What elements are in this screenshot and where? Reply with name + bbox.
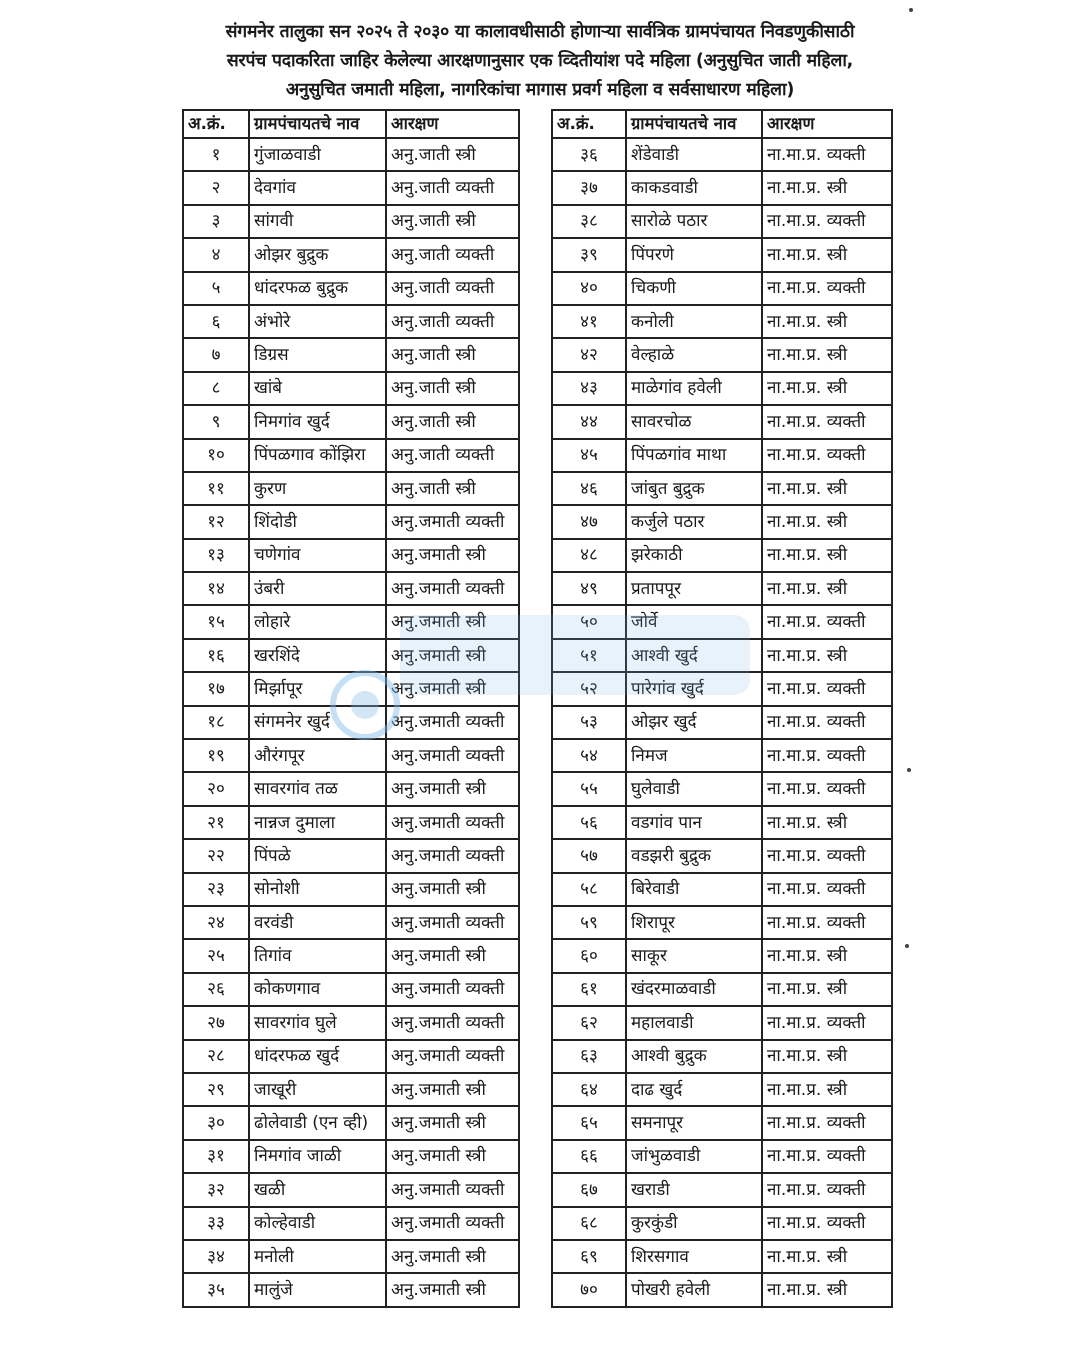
table-row <box>183 973 519 1006</box>
table-row <box>183 405 519 438</box>
row-number: ४९ <box>552 572 626 605</box>
grampanchayat-name: घुलेवाडी <box>626 772 762 805</box>
column-header-name: ग्रामपंचायतचे नाव <box>626 110 762 138</box>
reservation-category: ना.मा.प्र. स्त्री <box>762 1273 892 1306</box>
reservation-category: अनु.जाती स्त्री <box>386 205 519 238</box>
grampanchayat-name: काकडवाडी <box>626 171 762 204</box>
grampanchayat-name: शेंडेवाडी <box>626 138 762 171</box>
table-row <box>552 806 892 839</box>
grampanchayat-name: माळेगांव हवेली <box>626 372 762 405</box>
row-number: ६० <box>552 939 626 972</box>
grampanchayat-name: ढोलेवाडी (एन व्ही) <box>249 1106 386 1139</box>
reservation-category: अनु.जमाती व्यक्ती <box>386 572 519 605</box>
column-header-reservation: आरक्षण <box>386 110 519 138</box>
row-number: ९ <box>183 405 249 438</box>
row-number: ४० <box>552 272 626 305</box>
grampanchayat-name: पिंपळे <box>249 839 386 872</box>
table-header-row <box>552 110 892 138</box>
grampanchayat-name: दाढ खुर्द <box>626 1073 762 1106</box>
document-heading <box>150 18 930 105</box>
table-row <box>552 973 892 1006</box>
reservation-category: ना.मा.प्र. व्यक्ती <box>762 739 892 772</box>
row-number: १९ <box>183 739 249 772</box>
column-header-no: अ.क्रं. <box>552 110 626 138</box>
table-row <box>183 1040 519 1073</box>
row-number: ५३ <box>552 706 626 739</box>
grampanchayat-name: सांगवी <box>249 205 386 238</box>
row-number: ५१ <box>552 639 626 672</box>
grampanchayat-name: जांभुळवाडी <box>626 1140 762 1173</box>
reservation-category: अनु.जमाती स्त्री <box>386 605 519 638</box>
reservation-category: ना.मा.प्र. स्त्री <box>762 1073 892 1106</box>
table-row <box>552 272 892 305</box>
grampanchayat-name: वडगांव पान <box>626 806 762 839</box>
reservation-category: ना.मा.प्र. व्यक्ती <box>762 1207 892 1240</box>
grampanchayat-name: देवगांव <box>249 171 386 204</box>
reservation-category: ना.मा.प्र. व्यक्ती <box>762 205 892 238</box>
reservation-category: अनु.जमाती स्त्री <box>386 939 519 972</box>
grampanchayat-name: खांबे <box>249 372 386 405</box>
reservation-category: ना.मा.प्र. स्त्री <box>762 639 892 672</box>
grampanchayat-name: महालवाडी <box>626 1006 762 1039</box>
row-number: २२ <box>183 839 249 872</box>
row-number: १३ <box>183 539 249 572</box>
row-number: ८ <box>183 372 249 405</box>
row-number: ३ <box>183 205 249 238</box>
row-number: ६१ <box>552 973 626 1006</box>
row-number: २ <box>183 171 249 204</box>
table-row <box>183 806 519 839</box>
table-row <box>183 672 519 705</box>
reservation-category: ना.मा.प्र. व्यक्ती <box>762 1173 892 1206</box>
grampanchayat-name: साकूर <box>626 939 762 972</box>
table-row <box>183 572 519 605</box>
table-row <box>183 1140 519 1173</box>
reservation-category: ना.मा.प्र. स्त्री <box>762 572 892 605</box>
reservation-table-right <box>551 109 893 1308</box>
reservation-category: ना.मा.प्र. व्यक्ती <box>762 439 892 472</box>
row-number: ४२ <box>552 338 626 371</box>
grampanchayat-name: शिंदोडी <box>249 505 386 538</box>
reservation-category: अनु.जमाती व्यक्ती <box>386 806 519 839</box>
row-number: १७ <box>183 672 249 705</box>
row-number: ७० <box>552 1273 626 1306</box>
table-row <box>552 572 892 605</box>
row-number: ३३ <box>183 1207 249 1240</box>
table-row <box>552 238 892 271</box>
table-row <box>183 372 519 405</box>
grampanchayat-name: ओझर खुर्द <box>626 706 762 739</box>
reservation-category: अनु.जमाती स्त्री <box>386 639 519 672</box>
table-row <box>552 1040 892 1073</box>
row-number: ३५ <box>183 1273 249 1306</box>
row-number: ५२ <box>552 672 626 705</box>
table-row <box>183 1173 519 1206</box>
table-row <box>552 1240 892 1273</box>
table-row <box>552 1106 892 1139</box>
grampanchayat-name: सावरगांव तळ <box>249 772 386 805</box>
reservation-category: अनु.जाती स्त्री <box>386 472 519 505</box>
grampanchayat-name: खरशिंदे <box>249 639 386 672</box>
table-row <box>183 772 519 805</box>
column-header-no: अ.क्रं. <box>183 110 249 138</box>
grampanchayat-name: बिरेवाडी <box>626 873 762 906</box>
reservation-category: ना.मा.प्र. स्त्री <box>762 1240 892 1273</box>
row-number: ३१ <box>183 1140 249 1173</box>
reservation-category: ना.मा.प्र. व्यक्ती <box>762 706 892 739</box>
reservation-category: ना.मा.प्र. व्यक्ती <box>762 1140 892 1173</box>
heading-line-3: अनुसुचित जमाती महिला, नागरिकांचा मागास प्रवर्ग महिला व सर्वसाधारण महिला) <box>285 80 795 100</box>
table-row <box>552 839 892 872</box>
table-row <box>552 739 892 772</box>
table-row <box>552 772 892 805</box>
row-number: २४ <box>183 906 249 939</box>
grampanchayat-name: तिगांव <box>249 939 386 972</box>
reservation-category: अनु.जमाती व्यक्ती <box>386 505 519 538</box>
reservation-category: अनु.जमाती स्त्री <box>386 772 519 805</box>
row-number: ४ <box>183 238 249 271</box>
speck-mark <box>905 944 909 948</box>
reservation-category: अनु.जमाती स्त्री <box>386 1073 519 1106</box>
reservation-category: अनु.जाती स्त्री <box>386 138 519 171</box>
grampanchayat-name: आश्वी खुर्द <box>626 639 762 672</box>
grampanchayat-name: झरेकाठी <box>626 539 762 572</box>
reservation-category: अनु.जमाती स्त्री <box>386 672 519 705</box>
row-number: ५४ <box>552 739 626 772</box>
row-number: ७ <box>183 338 249 371</box>
grampanchayat-name: वेल्हाळे <box>626 338 762 371</box>
table-row <box>552 1273 892 1306</box>
reservation-category: ना.मा.प्र. स्त्री <box>762 505 892 538</box>
table-row <box>183 706 519 739</box>
reservation-category: ना.मा.प्र. स्त्री <box>762 939 892 972</box>
reservation-category: ना.मा.प्र. व्यक्ती <box>762 839 892 872</box>
row-number: ५९ <box>552 906 626 939</box>
row-number: ३६ <box>552 138 626 171</box>
grampanchayat-name: खळी <box>249 1173 386 1206</box>
table-row <box>552 171 892 204</box>
row-number: ३८ <box>552 205 626 238</box>
table-row <box>552 672 892 705</box>
column-header-reservation: आरक्षण <box>762 110 892 138</box>
grampanchayat-name: वरवंडी <box>249 906 386 939</box>
row-number: १६ <box>183 639 249 672</box>
grampanchayat-name: मनोली <box>249 1240 386 1273</box>
table-row <box>183 171 519 204</box>
table-row <box>183 505 519 538</box>
row-number: १८ <box>183 706 249 739</box>
reservation-category: अनु.जाती व्यक्ती <box>386 238 519 271</box>
reservation-category: अनु.जमाती व्यक्ती <box>386 906 519 939</box>
table-row <box>552 539 892 572</box>
row-number: १२ <box>183 505 249 538</box>
grampanchayat-name: खराडी <box>626 1173 762 1206</box>
row-number: ६३ <box>552 1040 626 1073</box>
grampanchayat-name: पिंपळगाव कोंझिरा <box>249 439 386 472</box>
row-number: २८ <box>183 1040 249 1073</box>
table-row <box>183 939 519 972</box>
row-number: ३७ <box>552 171 626 204</box>
grampanchayat-name: पिंपळगांव माथा <box>626 439 762 472</box>
grampanchayat-name: औरंगपूर <box>249 739 386 772</box>
table-row <box>552 205 892 238</box>
reservation-category: अनु.जमाती व्यक्ती <box>386 973 519 1006</box>
reservation-category: अनु.जमाती स्त्री <box>386 1240 519 1273</box>
row-number: ३२ <box>183 1173 249 1206</box>
row-number: ५० <box>552 605 626 638</box>
table-row <box>183 739 519 772</box>
reservation-category: ना.मा.प्र. व्यक्ती <box>762 405 892 438</box>
row-number: ६७ <box>552 1173 626 1206</box>
row-number: ५८ <box>552 873 626 906</box>
grampanchayat-name: पारेगांव खुर्द <box>626 672 762 705</box>
reservation-category: ना.मा.प्र. स्त्री <box>762 238 892 271</box>
reservation-category: ना.मा.प्र. स्त्री <box>762 539 892 572</box>
table-row <box>183 1207 519 1240</box>
table-row <box>183 605 519 638</box>
reservation-category: ना.मा.प्र. स्त्री <box>762 372 892 405</box>
reservation-category: ना.मा.प्र. स्त्री <box>762 305 892 338</box>
reservation-category: ना.मा.प्र. स्त्री <box>762 1040 892 1073</box>
reservation-category: ना.मा.प्र. व्यक्ती <box>762 906 892 939</box>
reservation-category: ना.मा.प्र. व्यक्ती <box>762 873 892 906</box>
row-number: १५ <box>183 605 249 638</box>
reservation-category: अनु.जमाती व्यक्ती <box>386 1006 519 1039</box>
row-number: २६ <box>183 973 249 1006</box>
speck-mark <box>909 8 913 12</box>
reservation-category: अनु.जाती स्त्री <box>386 372 519 405</box>
grampanchayat-name: निमज <box>626 739 762 772</box>
row-number: ६२ <box>552 1006 626 1039</box>
row-number: १ <box>183 138 249 171</box>
reservation-category: ना.मा.प्र. स्त्री <box>762 472 892 505</box>
row-number: १० <box>183 439 249 472</box>
grampanchayat-name: सारोळे पठार <box>626 205 762 238</box>
grampanchayat-name: खंदरमाळवाडी <box>626 973 762 1006</box>
grampanchayat-name: सोनोशी <box>249 873 386 906</box>
grampanchayat-name: शिरापूर <box>626 906 762 939</box>
row-number: ५ <box>183 272 249 305</box>
row-number: ४८ <box>552 539 626 572</box>
grampanchayat-name: कनोली <box>626 305 762 338</box>
table-row <box>552 1140 892 1173</box>
grampanchayat-name: निमगांव जाळी <box>249 1140 386 1173</box>
reservation-category: ना.मा.प्र. व्यक्ती <box>762 272 892 305</box>
reservation-category: अनु.जमाती स्त्री <box>386 873 519 906</box>
row-number: ६६ <box>552 1140 626 1173</box>
table-row <box>183 839 519 872</box>
reservation-category: अनु.जाती व्यक्ती <box>386 439 519 472</box>
row-number: ५६ <box>552 806 626 839</box>
reservation-category: ना.मा.प्र. स्त्री <box>762 973 892 1006</box>
row-number: ६५ <box>552 1106 626 1139</box>
table-row <box>183 238 519 271</box>
row-number: १४ <box>183 572 249 605</box>
row-number: ६८ <box>552 1207 626 1240</box>
reservation-category: अनु.जमाती व्यक्ती <box>386 839 519 872</box>
grampanchayat-name: उंबरी <box>249 572 386 605</box>
grampanchayat-name: सावरगांव घुले <box>249 1006 386 1039</box>
reservation-category: ना.मा.प्र. व्यक्ती <box>762 1006 892 1039</box>
row-number: २७ <box>183 1006 249 1039</box>
reservation-category: ना.मा.प्र. व्यक्ती <box>762 605 892 638</box>
table-row <box>183 906 519 939</box>
reservation-category: अनु.जमाती स्त्री <box>386 1273 519 1306</box>
row-number: २५ <box>183 939 249 972</box>
grampanchayat-name: समनापूर <box>626 1106 762 1139</box>
table-row <box>183 439 519 472</box>
table-row <box>183 205 519 238</box>
table-row <box>552 505 892 538</box>
row-number: ३४ <box>183 1240 249 1273</box>
grampanchayat-name: धांदरफळ बुद्रुक <box>249 272 386 305</box>
reservation-category: अनु.जमाती व्यक्ती <box>386 1207 519 1240</box>
table-header-row <box>183 110 519 138</box>
row-number: २० <box>183 772 249 805</box>
grampanchayat-name: प्रतापपूर <box>626 572 762 605</box>
reservation-category: अनु.जाती स्त्री <box>386 338 519 371</box>
reservation-category: अनु.जमाती व्यक्ती <box>386 706 519 739</box>
table-row <box>183 338 519 371</box>
reservation-category: ना.मा.प्र. स्त्री <box>762 338 892 371</box>
row-number: ४७ <box>552 505 626 538</box>
table-row <box>183 1240 519 1273</box>
table-row <box>552 472 892 505</box>
table-row <box>183 138 519 171</box>
reservation-category: अनु.जमाती व्यक्ती <box>386 1040 519 1073</box>
grampanchayat-name: जांबुत बुद्रुक <box>626 472 762 505</box>
table-row <box>552 639 892 672</box>
table-row <box>183 272 519 305</box>
reservation-category: ना.मा.प्र. व्यक्ती <box>762 1106 892 1139</box>
reservation-category: ना.मा.प्र. स्त्री <box>762 806 892 839</box>
row-number: ५७ <box>552 839 626 872</box>
table-row <box>183 639 519 672</box>
grampanchayat-name: कर्जुले पठार <box>626 505 762 538</box>
row-number: ११ <box>183 472 249 505</box>
grampanchayat-name: नान्नज दुमाला <box>249 806 386 839</box>
row-number: २१ <box>183 806 249 839</box>
table-row <box>552 906 892 939</box>
table-row <box>183 539 519 572</box>
table-row <box>552 439 892 472</box>
reservation-category: अनु.जमाती स्त्री <box>386 1140 519 1173</box>
table-row <box>552 305 892 338</box>
table-row <box>552 1006 892 1039</box>
reservation-table-left <box>182 109 520 1308</box>
row-number: २३ <box>183 873 249 906</box>
table-row <box>552 405 892 438</box>
table-row <box>552 1207 892 1240</box>
grampanchayat-name: पोखरी हवेली <box>626 1273 762 1306</box>
speck-mark <box>907 768 911 772</box>
grampanchayat-name: चिकणी <box>626 272 762 305</box>
row-number: ४६ <box>552 472 626 505</box>
table-row <box>552 939 892 972</box>
table-row <box>552 372 892 405</box>
reservation-category: ना.मा.प्र. व्यक्ती <box>762 138 892 171</box>
row-number: ५५ <box>552 772 626 805</box>
grampanchayat-name: पिंपरणे <box>626 238 762 271</box>
row-number: ४५ <box>552 439 626 472</box>
grampanchayat-name: संगमनेर खुर्द <box>249 706 386 739</box>
table-row <box>552 1073 892 1106</box>
grampanchayat-name: शिरसगाव <box>626 1240 762 1273</box>
heading-line-2: सरपंच पदाकरिता जाहिर केलेल्या आरक्षणानुसार एक व्दितीयांश पदे महिला (अनुसुचित जाती महिला, <box>226 51 854 71</box>
grampanchayat-name: वडझरी बुद्रुक <box>626 839 762 872</box>
table-row <box>552 338 892 371</box>
reservation-category: अनु.जमाती स्त्री <box>386 539 519 572</box>
reservation-category: अनु.जाती व्यक्ती <box>386 171 519 204</box>
grampanchayat-name: निमगांव खुर्द <box>249 405 386 438</box>
reservation-category: अनु.जाती व्यक्ती <box>386 272 519 305</box>
grampanchayat-name: जोर्वे <box>626 605 762 638</box>
reservation-category: अनु.जमाती व्यक्ती <box>386 1173 519 1206</box>
row-number: २९ <box>183 1073 249 1106</box>
table-row <box>183 1006 519 1039</box>
table-row <box>183 873 519 906</box>
reservation-category: ना.मा.प्र. व्यक्ती <box>762 772 892 805</box>
row-number: ४१ <box>552 305 626 338</box>
grampanchayat-name: मिर्झापूर <box>249 672 386 705</box>
grampanchayat-name: ओझर बुद्रुक <box>249 238 386 271</box>
row-number: ४३ <box>552 372 626 405</box>
table-row <box>183 1273 519 1306</box>
table-row <box>552 138 892 171</box>
row-number: ३९ <box>552 238 626 271</box>
row-number: ६ <box>183 305 249 338</box>
table-row <box>183 1106 519 1139</box>
grampanchayat-name: धांदरफळ खुर्द <box>249 1040 386 1073</box>
table-row <box>183 305 519 338</box>
grampanchayat-name: मालुंजे <box>249 1273 386 1306</box>
grampanchayat-name: कोल्हेवाडी <box>249 1207 386 1240</box>
table-row <box>552 706 892 739</box>
grampanchayat-name: चणेगांव <box>249 539 386 572</box>
grampanchayat-name: जाखूरी <box>249 1073 386 1106</box>
grampanchayat-name: सावरचोळ <box>626 405 762 438</box>
row-number: ६४ <box>552 1073 626 1106</box>
row-number: ४४ <box>552 405 626 438</box>
heading-line-1: संगमनेर तालुका सन २०२५ ते २०३० या कालावधीसाठी होणाऱ्या सार्वत्रिक ग्रामपंचायत निवडणुकीसाठी <box>225 22 855 42</box>
column-header-name: ग्रामपंचायतचे नाव <box>249 110 386 138</box>
row-number: ३० <box>183 1106 249 1139</box>
reservation-category: ना.मा.प्र. व्यक्ती <box>762 672 892 705</box>
grampanchayat-name: कुरण <box>249 472 386 505</box>
reservation-category: अनु.जाती स्त्री <box>386 405 519 438</box>
grampanchayat-name: आश्वी बुद्रुक <box>626 1040 762 1073</box>
grampanchayat-name: अंभोरे <box>249 305 386 338</box>
reservation-category: अनु.जमाती व्यक्ती <box>386 739 519 772</box>
grampanchayat-name: गुंजाळवाडी <box>249 138 386 171</box>
row-number: ६९ <box>552 1240 626 1273</box>
table-row <box>552 605 892 638</box>
reservation-category: ना.मा.प्र. स्त्री <box>762 171 892 204</box>
table-row <box>552 1173 892 1206</box>
table-row <box>183 472 519 505</box>
grampanchayat-name: लोहारे <box>249 605 386 638</box>
grampanchayat-name: डिग्रस <box>249 338 386 371</box>
reservation-category: अनु.जाती व्यक्ती <box>386 305 519 338</box>
grampanchayat-name: कोकणगाव <box>249 973 386 1006</box>
grampanchayat-name: कुरकुंडी <box>626 1207 762 1240</box>
reservation-category: अनु.जमाती स्त्री <box>386 1106 519 1139</box>
table-row <box>552 873 892 906</box>
table-row <box>183 1073 519 1106</box>
